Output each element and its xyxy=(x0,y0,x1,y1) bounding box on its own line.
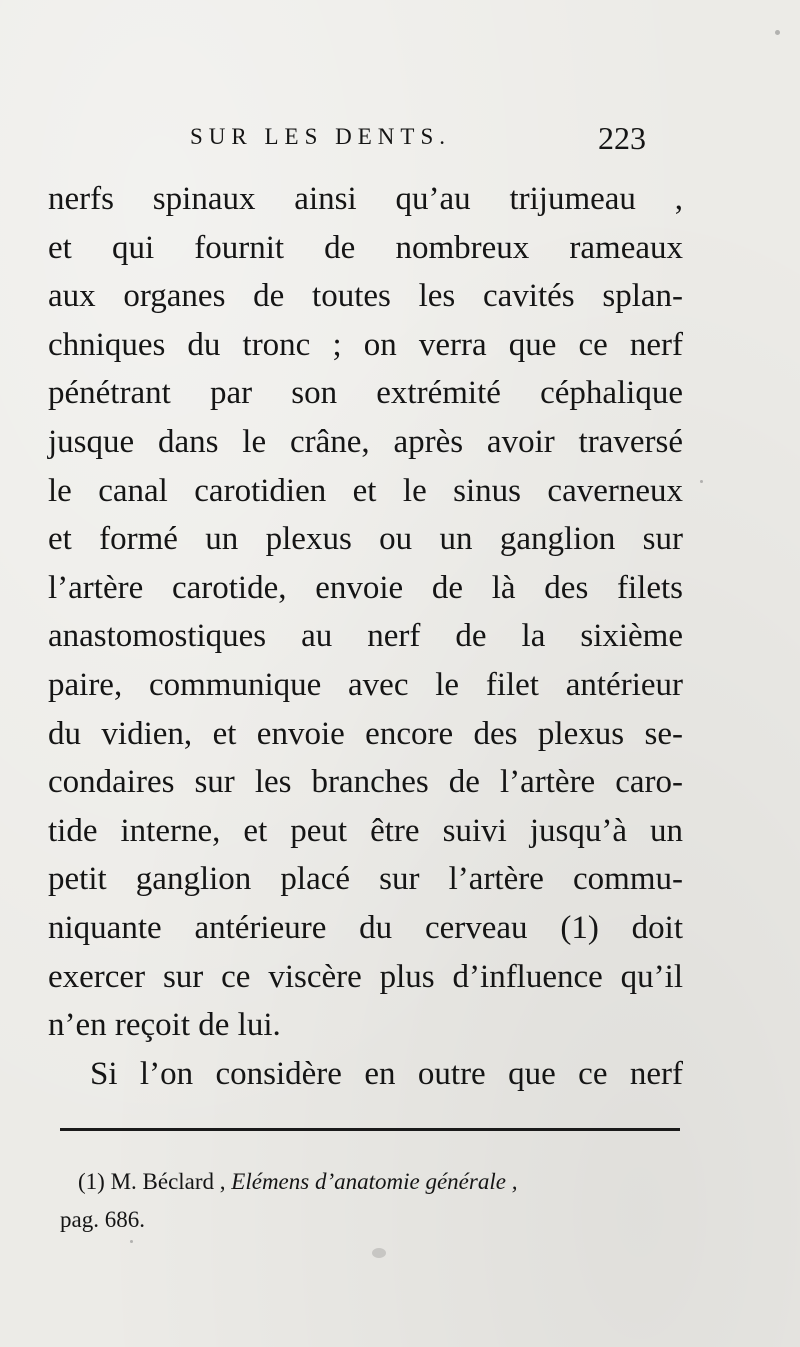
page-number: 223 xyxy=(598,120,646,156)
text-line: petit ganglion placé sur l’artère commu- xyxy=(48,861,683,898)
text-line: jusque dans le crâne, après avoir traversé xyxy=(48,423,683,460)
text-line: l’artère carotide, envoie de là des filets xyxy=(48,569,683,606)
text-line: niquante antérieure du cerveau (1) doit xyxy=(48,909,683,946)
text-line: aux organes de toutes les cavités splan- xyxy=(48,278,683,315)
text-line: le canal carotidien et le sinus caverneux xyxy=(48,472,683,509)
text-line: pénétrant par son extrémité céphalique xyxy=(48,375,683,412)
footnote-marker: (1) M. Béclard , xyxy=(78,1169,226,1194)
text-line: exercer sur ce viscère plus d’influence qu’il xyxy=(48,958,683,995)
text-line: n’en reçoit de lui. xyxy=(48,1007,281,1044)
paper-speck xyxy=(775,30,780,35)
text-line: paire, communique avec le filet antérieur xyxy=(48,666,683,703)
text-line: Si l’on considère en outre que ce nerf xyxy=(90,1055,683,1092)
footnote-rule xyxy=(60,1128,680,1131)
text-line: nerfs spinaux ainsi qu’au trijumeau , xyxy=(48,181,683,217)
footnote-line xyxy=(60,1163,685,1201)
paper-speck xyxy=(372,1248,386,1258)
body-text xyxy=(48,175,683,1098)
running-title: SUR LES DENTS. xyxy=(190,124,451,149)
footnote-line: pag. 686. xyxy=(60,1207,145,1232)
text-line: tide interne, et peut être suivi jusqu’à un xyxy=(48,812,683,849)
text-line: chniques du tronc ; on verra que ce nerf xyxy=(48,326,683,363)
paper-speck xyxy=(700,480,703,483)
footnote-citation-title: Elémens d’anatomie générale , xyxy=(231,1169,518,1194)
text-line: condaires sur les branches de l’artère caro- xyxy=(48,764,683,801)
text-line: du vidien, et envoie encore des plexus se- xyxy=(48,715,683,752)
text-line: et qui fournit de nombreux rameaux xyxy=(48,229,683,266)
footnote xyxy=(60,1163,685,1239)
running-head xyxy=(0,120,800,164)
text-line: anastomostiques au nerf de la sixième xyxy=(48,618,683,655)
paper-speck xyxy=(130,1240,133,1243)
text-line: et formé un plexus ou un ganglion sur xyxy=(48,521,683,558)
